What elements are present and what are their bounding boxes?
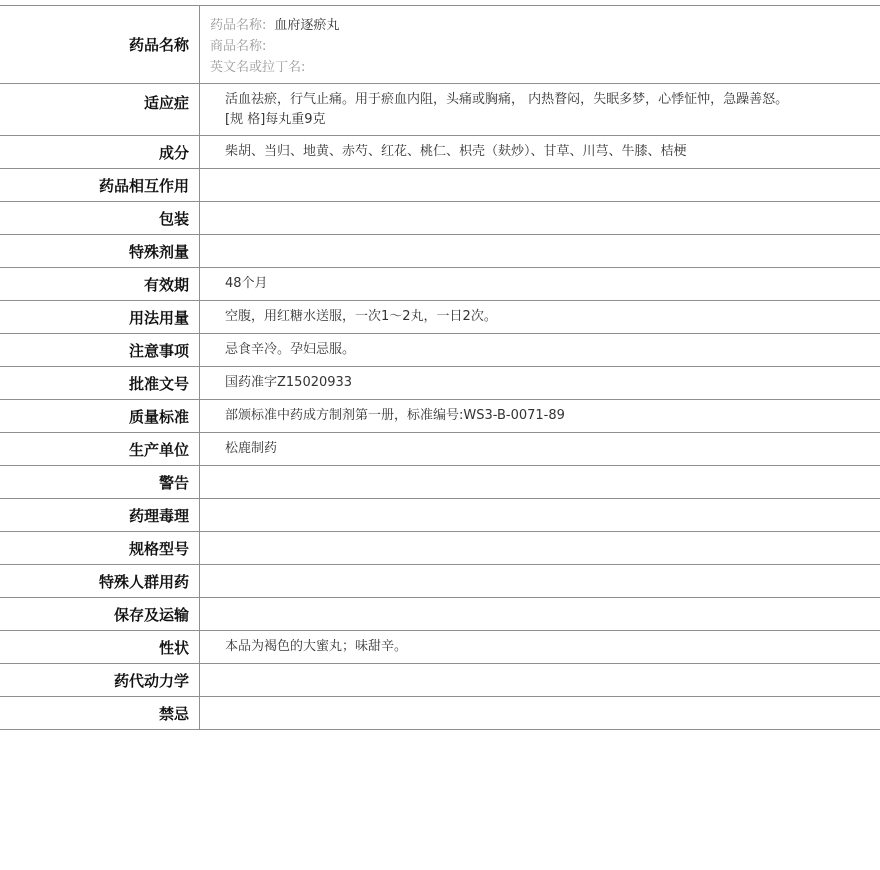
row-value: 松鹿制药 bbox=[225, 441, 278, 456]
row-value: 空腹，用红糖水送服，一次1～2丸，一日2次。 bbox=[225, 309, 497, 324]
packaging-row bbox=[0, 202, 880, 235]
generic-name-line bbox=[210, 15, 880, 36]
row-label: 保存及运输 bbox=[0, 598, 200, 630]
description-row bbox=[0, 631, 880, 664]
row-label: 生产单位 bbox=[0, 433, 200, 465]
drug-name-label: 药品名称 bbox=[0, 6, 200, 83]
row-value: 柴胡、当归、地黄、赤芍、红花、桃仁、枳壳（麸炒）、甘草、川芎、牛膝、桔梗 bbox=[225, 144, 687, 159]
storage-transport-row bbox=[0, 598, 880, 631]
row-value bbox=[200, 532, 880, 564]
row-label: 禁忌 bbox=[0, 697, 200, 729]
drug-name-row bbox=[0, 6, 880, 84]
row-label: 性状 bbox=[0, 631, 200, 663]
row-label: 警告 bbox=[0, 466, 200, 498]
row-value bbox=[200, 466, 880, 498]
row-label: 特殊剂量 bbox=[0, 235, 200, 267]
trade-name-line bbox=[210, 36, 880, 57]
row-value bbox=[200, 169, 880, 201]
manufacturer-row bbox=[0, 433, 880, 466]
row-label: 药品相互作用 bbox=[0, 169, 200, 201]
ingredients-row bbox=[0, 136, 880, 169]
warning-row bbox=[0, 466, 880, 499]
dosage-row bbox=[0, 301, 880, 334]
row-value: 忌食辛冷。孕妇忌服。 bbox=[225, 342, 356, 357]
row-value bbox=[200, 697, 880, 729]
row-value bbox=[200, 664, 880, 696]
row-label: 适应症 bbox=[0, 84, 200, 135]
row-value: 本品为褐色的大蜜丸；味甜辛。 bbox=[225, 639, 408, 654]
row-label: 注意事项 bbox=[0, 334, 200, 366]
english-name-key: 英文名或拉丁名: bbox=[210, 60, 306, 75]
row-value: 国药准字Z15020933 bbox=[225, 375, 353, 390]
pharmacology-toxicology-row bbox=[0, 499, 880, 532]
trade-name-key: 商品名称: bbox=[210, 39, 267, 54]
generic-name-value: 血府逐瘀丸 bbox=[274, 18, 340, 33]
generic-name-key: 药品名称: bbox=[210, 18, 267, 33]
contraindications-row bbox=[0, 697, 880, 730]
row-label: 有效期 bbox=[0, 268, 200, 300]
row-label: 质量标准 bbox=[0, 400, 200, 432]
row-label: 用法用量 bbox=[0, 301, 200, 333]
row-value: 部颁标准中药成方制剂第一册，标准编号:WS3-B-0071-89 bbox=[225, 408, 565, 423]
row-label: 药理毒理 bbox=[0, 499, 200, 531]
drug-info-table bbox=[0, 5, 880, 730]
row-value bbox=[200, 202, 880, 234]
row-value: 活血祛瘀，行气止痛。用于瘀血内阻，头痛或胸痛， 内热瞀闷，失眠多梦，心悸怔忡，急躁善怒。[规 格]每丸重9克 bbox=[225, 92, 789, 127]
row-label: 规格型号 bbox=[0, 532, 200, 564]
special-dosage-row bbox=[0, 235, 880, 268]
approval-number-row bbox=[0, 367, 880, 400]
english-name-line bbox=[210, 57, 880, 78]
row-value bbox=[200, 598, 880, 630]
specification-row bbox=[0, 532, 880, 565]
interactions-row bbox=[0, 169, 880, 202]
row-value bbox=[200, 565, 880, 597]
pharmacokinetics-row bbox=[0, 664, 880, 697]
row-value bbox=[200, 499, 880, 531]
special-population-row bbox=[0, 565, 880, 598]
row-value bbox=[200, 235, 880, 267]
row-label: 特殊人群用药 bbox=[0, 565, 200, 597]
shelf-life-row bbox=[0, 268, 880, 301]
row-value: 48个月 bbox=[225, 276, 268, 291]
row-label: 包装 bbox=[0, 202, 200, 234]
drug-name-block bbox=[200, 6, 880, 83]
indications-row bbox=[0, 84, 880, 136]
precautions-row bbox=[0, 334, 880, 367]
row-label: 药代动力学 bbox=[0, 664, 200, 696]
quality-standard-row bbox=[0, 400, 880, 433]
row-label: 成分 bbox=[0, 136, 200, 168]
row-label: 批准文号 bbox=[0, 367, 200, 399]
